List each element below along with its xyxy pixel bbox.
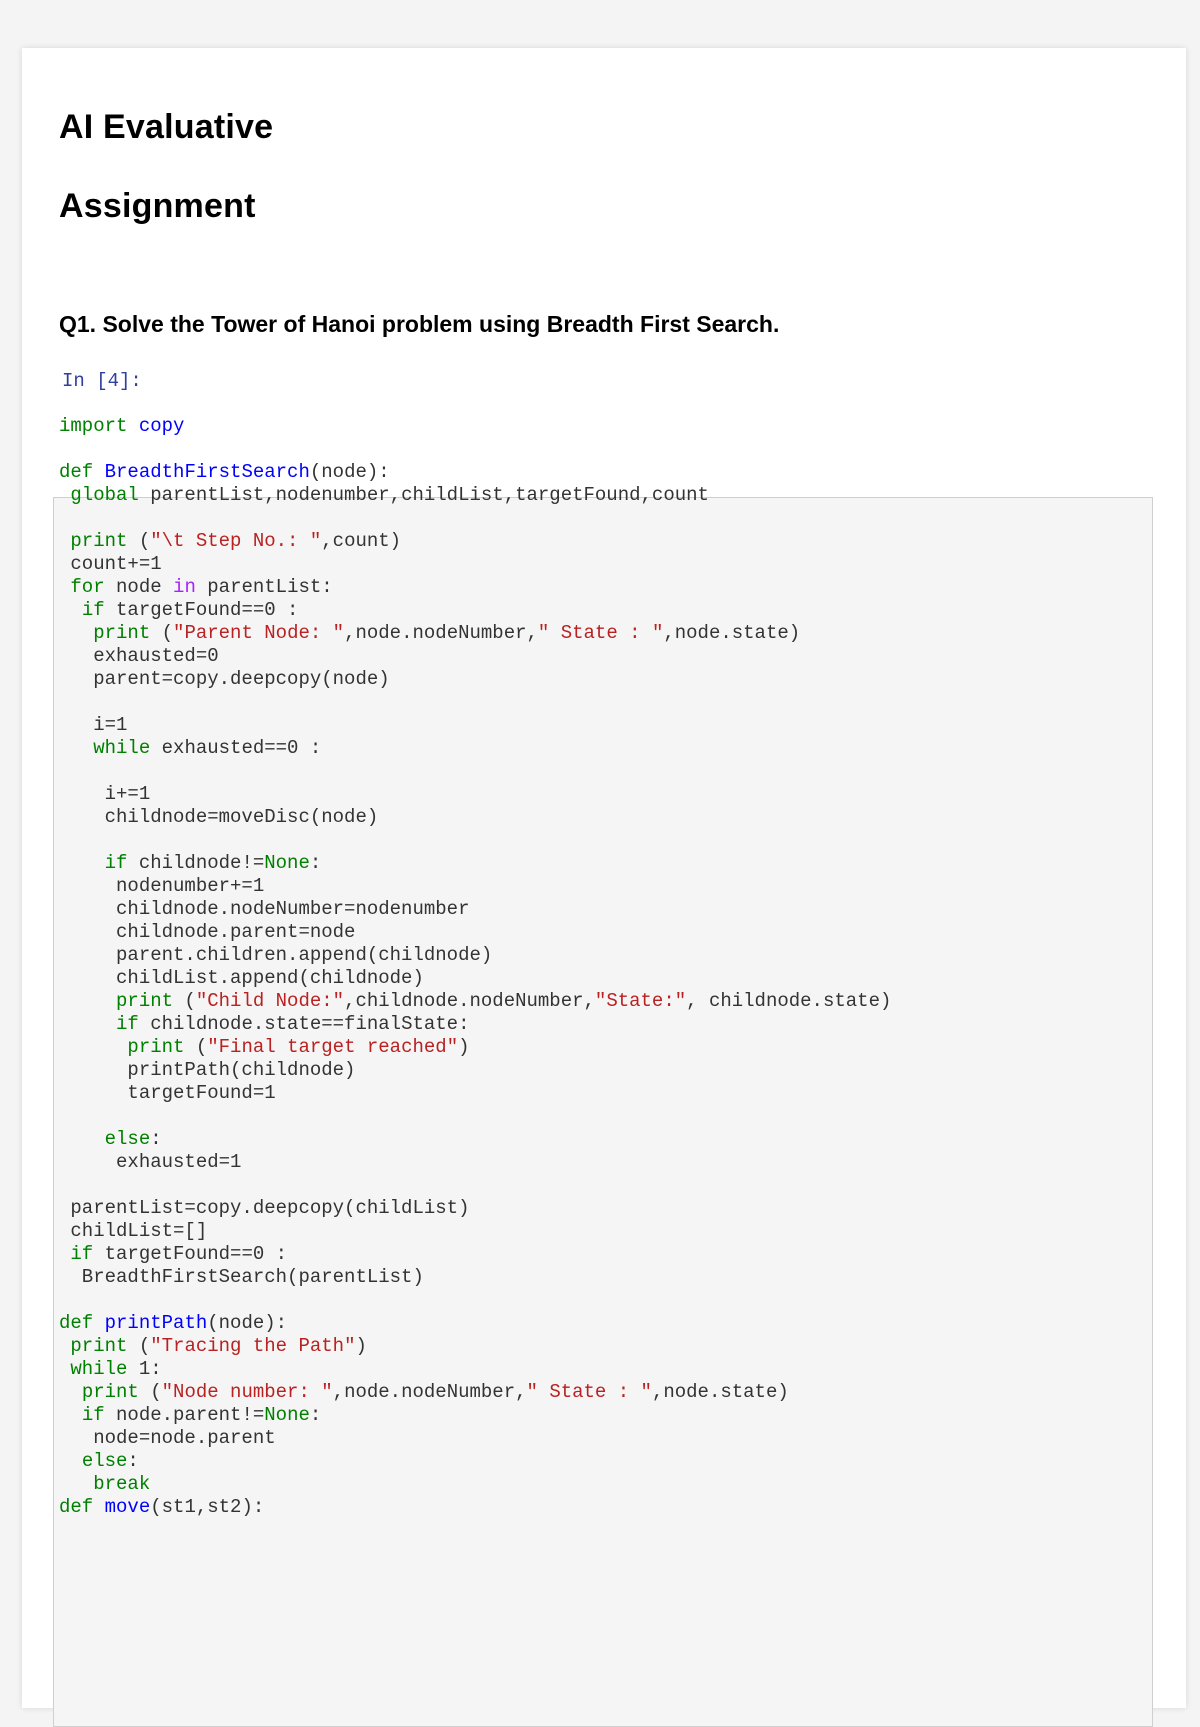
- code-line: [59, 1266, 891, 1289]
- code-token: def: [59, 1312, 94, 1334]
- code-token: in: [173, 576, 196, 598]
- code-token: [59, 1036, 127, 1058]
- code-token: (node):: [309, 461, 390, 483]
- code-line: [59, 1404, 891, 1427]
- code-line: [59, 1036, 891, 1059]
- code-token: [59, 530, 70, 552]
- code-token: BreadthFirstSearch(parentList): [59, 1266, 424, 1288]
- code-token: ,node.nodeNumber,: [332, 1381, 527, 1403]
- code-token: targetFound==0 :: [93, 1243, 288, 1265]
- code-token: BreadthFirstSearch: [104, 461, 310, 483]
- code-token: parent.children.append(childnode): [59, 944, 493, 966]
- code-token: parentList=copy.deepcopy(childList): [59, 1197, 470, 1219]
- code-line: [59, 944, 891, 967]
- code-token: [59, 1381, 82, 1403]
- code-token: def: [59, 1496, 94, 1518]
- code-token: 1:: [127, 1358, 162, 1380]
- code-token: "Parent Node: ": [173, 622, 345, 644]
- code-token: " State : ": [526, 1381, 652, 1403]
- code-line: [59, 921, 891, 944]
- code-token: nodenumber+=1: [59, 875, 265, 897]
- code-line: [59, 1105, 891, 1128]
- code-line: [59, 1335, 891, 1358]
- code-line: [59, 1059, 891, 1082]
- code-line: [59, 1358, 891, 1381]
- code-token: childList=[]: [59, 1220, 208, 1242]
- code-token: if: [104, 852, 128, 874]
- code-token: childnode.state==finalState:: [138, 1013, 470, 1035]
- code-token: print: [81, 1381, 139, 1403]
- code-token: break: [93, 1473, 151, 1495]
- code-line: [59, 967, 891, 990]
- code-line: [59, 990, 891, 1013]
- code-token: if: [81, 599, 105, 621]
- code-line: [59, 1473, 891, 1496]
- code-line: [59, 737, 891, 760]
- code-line: [59, 553, 891, 576]
- code-token: [59, 1335, 70, 1357]
- code-line: [59, 1289, 891, 1312]
- code-line: [59, 1496, 891, 1519]
- code-token: node: [104, 576, 174, 598]
- code-token: ,childnode.nodeNumber,: [344, 990, 595, 1012]
- code-token: , childnode.state): [686, 990, 892, 1012]
- code-token: [59, 737, 93, 759]
- code-token: else: [104, 1128, 151, 1150]
- notebook-page: [22, 48, 1186, 1708]
- code-line: [59, 875, 891, 898]
- code-token: targetFound=1: [59, 1082, 276, 1104]
- code-line: [59, 622, 891, 645]
- code-token: (: [150, 622, 174, 644]
- code-line: [59, 1381, 891, 1404]
- code-line: [59, 484, 891, 507]
- code-token: ): [355, 1335, 367, 1357]
- code-token: print: [127, 1036, 185, 1058]
- code-token: "State:": [594, 990, 687, 1012]
- code-token: [93, 1312, 104, 1334]
- code-line: [59, 1013, 891, 1036]
- code-line: [59, 1427, 891, 1450]
- code-token: if: [81, 1404, 105, 1426]
- code-line: [59, 1151, 891, 1174]
- code-cell[interactable]: [59, 415, 891, 1519]
- code-line: [59, 1450, 891, 1473]
- code-token: parentList,nodenumber,childList,targetFound,count: [138, 484, 709, 506]
- code-line: [59, 1243, 891, 1266]
- code-token: ,count): [321, 530, 402, 552]
- code-token: else: [81, 1450, 128, 1472]
- code-token: [59, 599, 82, 621]
- code-line: [59, 691, 891, 714]
- code-token: (: [173, 990, 196, 1012]
- code-token: i=1: [59, 714, 128, 736]
- code-token: [59, 1450, 82, 1472]
- code-line: [59, 1174, 891, 1197]
- code-line: [59, 599, 891, 622]
- code-token: [59, 990, 116, 1012]
- code-token: [59, 622, 93, 644]
- code-token: exhausted=1: [59, 1151, 242, 1173]
- code-line: [59, 507, 891, 530]
- code-token: ,node.nodeNumber,: [344, 622, 538, 644]
- code-token: (: [184, 1036, 208, 1058]
- code-token: move: [104, 1496, 151, 1518]
- code-line: [59, 714, 891, 737]
- code-token: if: [116, 1013, 139, 1035]
- code-token: None: [264, 1404, 310, 1426]
- code-token: ,node.state): [651, 1381, 789, 1403]
- code-token: for: [70, 576, 105, 598]
- code-line: [59, 530, 891, 553]
- code-token: "Tracing the Path": [150, 1335, 356, 1357]
- code-token: exhausted=0: [59, 645, 219, 667]
- code-token: print: [70, 1335, 128, 1357]
- code-token: (: [127, 1335, 151, 1357]
- code-token: childnode.parent=node: [59, 921, 356, 943]
- code-line: [59, 760, 891, 783]
- code-line: [59, 1082, 891, 1105]
- code-token: "Child Node:": [195, 990, 345, 1012]
- code-line: [59, 1312, 891, 1335]
- page-title-line-2: Assignment: [59, 187, 256, 225]
- code-token: childnode.nodeNumber=nodenumber: [59, 898, 470, 920]
- code-token: import: [59, 415, 128, 437]
- code-token: copy: [138, 415, 185, 437]
- code-line: [59, 438, 891, 461]
- code-token: [59, 1473, 93, 1495]
- code-token: targetFound==0 :: [104, 599, 299, 621]
- code-line: [59, 645, 891, 668]
- code-token: :: [150, 1128, 162, 1150]
- code-token: (: [127, 530, 151, 552]
- code-line: [59, 806, 891, 829]
- code-line: [59, 668, 891, 691]
- code-token: childList.append(childnode): [59, 967, 424, 989]
- code-token: [59, 1358, 70, 1380]
- code-token: [59, 484, 70, 506]
- code-token: [59, 1128, 105, 1150]
- code-token: def: [59, 461, 94, 483]
- code-line: [59, 783, 891, 806]
- code-token: childnode!=: [127, 852, 265, 874]
- code-token: [127, 415, 138, 437]
- code-token: " State : ": [537, 622, 664, 644]
- code-token: node.parent!=: [104, 1404, 265, 1426]
- code-token: i+=1: [59, 783, 151, 805]
- code-line: [59, 1128, 891, 1151]
- code-token: ): [458, 1036, 470, 1058]
- code-token: :: [309, 1404, 322, 1426]
- code-token: [93, 461, 104, 483]
- question-heading: Q1. Solve the Tower of Hanoi problem using Breadth First Search.: [59, 311, 780, 337]
- code-token: count+=1: [59, 553, 162, 575]
- code-token: "Final target reached": [207, 1036, 459, 1058]
- code-line: [59, 576, 891, 599]
- code-line: [59, 415, 891, 438]
- code-token: (node):: [207, 1312, 288, 1334]
- page-title-line-1: AI Evaluative: [59, 108, 274, 146]
- code-token: :: [309, 852, 322, 874]
- code-token: printPath(childnode): [59, 1059, 356, 1081]
- code-line: [59, 1197, 891, 1220]
- code-token: childnode=moveDisc(node): [59, 806, 379, 828]
- code-token: None: [264, 852, 310, 874]
- code-token: while: [70, 1358, 128, 1380]
- code-line: [59, 852, 891, 875]
- code-token: print: [70, 530, 128, 552]
- code-line: [59, 461, 891, 484]
- code-token: parentList:: [195, 576, 333, 598]
- code-token: "Node number: ": [161, 1381, 333, 1403]
- code-token: [59, 576, 70, 598]
- cell-input-prompt: In [4]:: [62, 370, 142, 392]
- code-token: parent=copy.deepcopy(node): [59, 668, 390, 690]
- code-token: exhausted==0 :: [150, 737, 322, 759]
- code-token: ,node.state): [663, 622, 801, 644]
- code-token: (: [138, 1381, 162, 1403]
- code-token: while: [93, 737, 151, 759]
- code-token: "\t Step No.: ": [150, 530, 322, 552]
- code-token: :: [127, 1450, 139, 1472]
- code-token: [59, 1404, 82, 1426]
- code-line: [59, 829, 891, 852]
- code-token: print: [93, 622, 151, 644]
- code-token: [59, 1243, 70, 1265]
- code-token: [93, 1496, 104, 1518]
- code-token: [59, 852, 105, 874]
- code-line: [59, 898, 891, 921]
- code-token: if: [70, 1243, 94, 1265]
- code-token: printPath: [104, 1312, 208, 1334]
- code-line: [59, 1220, 891, 1243]
- code-token: node=node.parent: [59, 1427, 276, 1449]
- code-token: print: [116, 990, 174, 1012]
- code-token: [59, 1013, 116, 1035]
- code-token: global: [70, 484, 139, 506]
- code-token: (st1,st2):: [150, 1496, 265, 1518]
